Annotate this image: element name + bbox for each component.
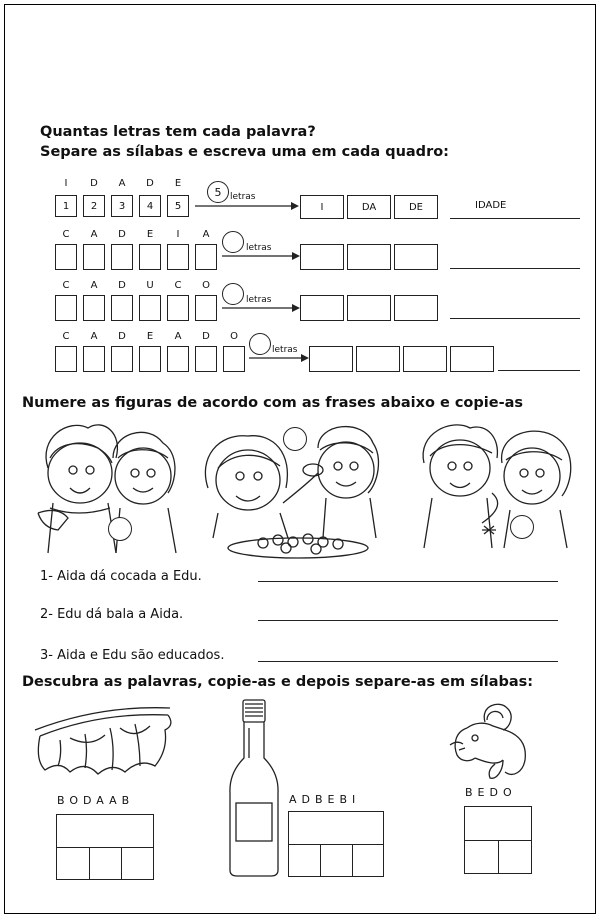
- letter: D: [118, 280, 126, 291]
- section1-title-line2: Separe as sílabas e escreva uma em cada quadro:: [40, 144, 449, 160]
- grid-divider: [352, 844, 353, 876]
- letters-label: letras: [230, 192, 256, 202]
- letter: U: [146, 280, 154, 291]
- letter: D: [118, 229, 126, 240]
- scrambled-word-2: ADBEBI: [289, 793, 361, 806]
- letter-number-box[interactable]: [139, 244, 161, 270]
- goat-picture: [445, 700, 535, 782]
- answer-line[interactable]: [450, 218, 580, 219]
- letter: A: [90, 229, 98, 240]
- grid-divider: [320, 844, 321, 876]
- answer-line[interactable]: [258, 620, 558, 621]
- letter: C: [174, 280, 182, 291]
- syllable-grid-2[interactable]: [288, 811, 384, 877]
- syllable-box[interactable]: [450, 346, 494, 372]
- letter-number-box[interactable]: [139, 295, 161, 321]
- syllable-box[interactable]: [347, 295, 391, 321]
- letter: C: [62, 331, 70, 342]
- answer-line[interactable]: [258, 661, 558, 662]
- letters-label: letras: [246, 243, 272, 253]
- letter: E: [174, 178, 182, 189]
- answer-line[interactable]: [450, 268, 580, 269]
- skirt-picture: [30, 700, 180, 780]
- boy-giving-bala-picture: [412, 418, 582, 553]
- letter: I: [64, 178, 68, 189]
- letter: A: [202, 229, 210, 240]
- syllable-box[interactable]: [394, 295, 438, 321]
- syllable-box[interactable]: [347, 244, 391, 270]
- letter-number-box[interactable]: [111, 346, 133, 372]
- letter-number-box[interactable]: [223, 346, 245, 372]
- letter: D: [118, 331, 126, 342]
- answer-line[interactable]: [450, 318, 580, 319]
- arrow-right-icon: [249, 352, 309, 364]
- letter-number-box[interactable]: 5: [167, 195, 189, 217]
- letter-number-box[interactable]: [83, 244, 105, 270]
- letter-number-box[interactable]: [139, 346, 161, 372]
- syllable-grid-3[interactable]: [464, 806, 532, 874]
- arrow-right-icon: [195, 200, 300, 212]
- syllable-box[interactable]: [394, 244, 438, 270]
- letter-number-box[interactable]: 4: [139, 195, 161, 217]
- letter-number-box[interactable]: 3: [111, 195, 133, 217]
- letter: D: [202, 331, 210, 342]
- letter-number-box[interactable]: [55, 244, 77, 270]
- syllable-box[interactable]: [356, 346, 400, 372]
- letter: D: [90, 178, 98, 189]
- section3-title: Descubra as palavras, copie-as e depois separe-as em sílabas:: [22, 674, 534, 690]
- letter: O: [230, 331, 238, 342]
- letter-number-box[interactable]: [55, 346, 77, 372]
- letter: C: [62, 280, 70, 291]
- grid-divider: [289, 844, 383, 845]
- picture-number-circle[interactable]: [283, 427, 307, 451]
- grid-divider: [89, 847, 90, 879]
- letter-number-box[interactable]: [195, 244, 217, 270]
- letter-number-box[interactable]: 1: [55, 195, 77, 217]
- syllable-box[interactable]: [309, 346, 353, 372]
- syllable-box[interactable]: [300, 295, 344, 321]
- syllable-box[interactable]: [403, 346, 447, 372]
- letter: E: [146, 331, 154, 342]
- letter-number-box[interactable]: [111, 295, 133, 321]
- scrambled-word-3: BEDO: [465, 786, 517, 799]
- syllable-box[interactable]: DA: [347, 195, 391, 219]
- letter-number-box[interactable]: [83, 346, 105, 372]
- syllable-box[interactable]: [300, 244, 344, 270]
- letter-number-box[interactable]: [55, 295, 77, 321]
- sentence-3: 3- Aida e Edu são educados.: [40, 648, 225, 663]
- letter-number-box[interactable]: [111, 244, 133, 270]
- answer-line[interactable]: [498, 370, 580, 371]
- letter: A: [118, 178, 126, 189]
- syllable-box[interactable]: DE: [394, 195, 438, 219]
- letter-number-box[interactable]: [167, 346, 189, 372]
- letter: A: [174, 331, 182, 342]
- grid-divider: [57, 847, 153, 848]
- letter: C: [62, 229, 70, 240]
- sentence-2: 2- Edu dá bala a Aida.: [40, 607, 184, 622]
- letters-label: letras: [272, 345, 298, 355]
- letter-number-box[interactable]: [195, 295, 217, 321]
- scrambled-word-1: BODAAB: [57, 794, 135, 807]
- letters-label: letras: [246, 295, 272, 305]
- syllable-grid-1[interactable]: [56, 814, 154, 880]
- letter-number-box[interactable]: [167, 244, 189, 270]
- grid-divider: [121, 847, 122, 879]
- letter: A: [90, 280, 98, 291]
- letter: D: [146, 178, 154, 189]
- picture-number-circle[interactable]: [510, 515, 534, 539]
- answer-line[interactable]: [258, 581, 558, 582]
- arrow-right-icon: [222, 302, 300, 314]
- letter: I: [176, 229, 180, 240]
- letter-number-box[interactable]: [83, 295, 105, 321]
- letter: O: [202, 280, 210, 291]
- letter: A: [90, 331, 98, 342]
- letter-number-box[interactable]: 2: [83, 195, 105, 217]
- section2-title: Numere as figuras de acordo com as frases abaixo e copie-as: [22, 395, 524, 411]
- written-answer: IDADE: [475, 200, 507, 211]
- letter-number-box[interactable]: [167, 295, 189, 321]
- arrow-right-icon: [222, 250, 300, 262]
- picture-number-circle[interactable]: [108, 517, 132, 541]
- sentence-1: 1- Aida dá cocada a Edu.: [40, 569, 202, 584]
- letter: E: [146, 229, 154, 240]
- grid-divider: [498, 840, 499, 873]
- letter-number-box[interactable]: [195, 346, 217, 372]
- syllable-box[interactable]: I: [300, 195, 344, 219]
- letter-count-circle[interactable]: 5: [207, 181, 229, 203]
- section1-title-line1: Quantas letras tem cada palavra?: [40, 124, 316, 140]
- bottle-picture: [225, 698, 285, 880]
